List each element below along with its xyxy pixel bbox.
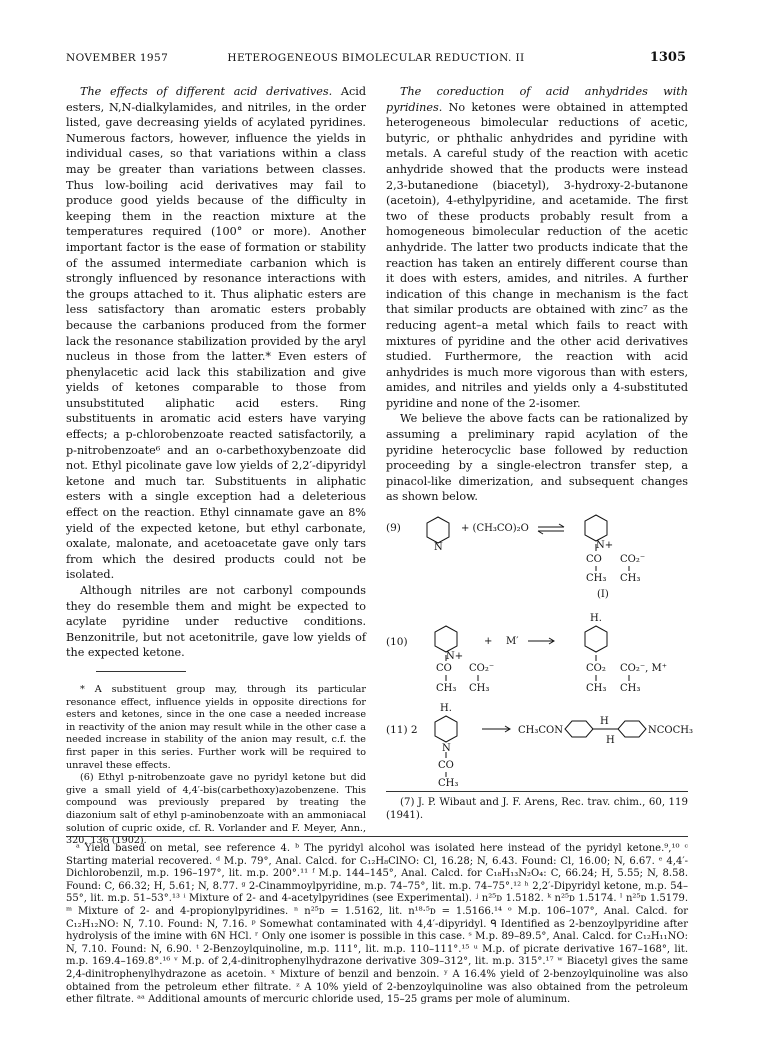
eq10-h-radical: H.	[590, 613, 602, 625]
eq10-product-co: CO₂	[586, 663, 606, 675]
right-para1-text: No ketones were obtained in attempted heterogeneous bimolecular reductions of acetic, butyric, or phthalic anhydrides and pyridine with metals. A careful study of the reaction with acetic anhydride showed that the products were instead 2,3-butanedione (biacetyl), 3-hydroxy-2-butanone (acetoin), 4-ethylpyridine, and acetamide. The first two of these products probably result from a homogeneous bimolecular reduction of the acetic anhydride. The latter two products indicate that the reaction has taken an entirely different course than it does with esters, amides, and nitriles. A further indication of this change in mechanism is the fact that similar products are obtained with zinc⁷ as the reducing agent–a metal which fails to react with mixtures of pyridine and the other acid derivatives studied. Furthermore, the reaction with acid anhydrides is much more vigorous than with esters, amides, and nitriles and yields only a 4-substituted pyridine and none of the 2-isomer.	[386, 100, 688, 410]
table-footnotes-text: ᵃ Yield based on metal, see reference 4. ᵇ The pyridyl alcohol was isolated here instead of the pyridyl ketone.⁹,¹⁰ ᶜ Starting material recovered. ᵈ M.p. 79°, Anal. Calcd. for C₁₂H₈ClNO: Cl, 16.28; N, 6.43. Found: Cl, 16.00; N, 6.67. ᵉ 4,4′-Dichlorobenzil, m.p. 196–197°, lit. m.p. 200°.¹¹ ᶠ M.p. 144–145°, Anal. Calcd. for C₁₈H₁₃N₂O₄: C, 66.24; H, 5.55; N, 8.58. Found: C, 66.32; H, 5.61; N, 8.77. ᵍ 2-Cinammoylpyridine, m.p. 74–75°, lit. m.p. 74–75°.¹² ʰ 2,2′-Dipyridyl ketone, m.p. 54–55°, lit. m.p. 51–53°.¹³ ⁱ Mixture of 2- and 4-acetylpyridines (see Experimental). ʲ n²⁵ᴅ 1.5182. ᵏ n²⁵ᴅ 1.5174. ˡ n²⁵ᴅ 1.5179. ᵐ Mixture of 2- and 4-propionylpyridines. ⁿ n²⁵ᴅ = 1.5162, lit. n¹⁸·⁵ᴅ = 1.5166.¹⁴ ᵒ M.p. 106–107°, Anal. Calcd. for C₁₂H₁₂NO: N, 7.10. Found: N, 7.16. ᵖ Somewhat contaminated with 4,4′-dipyridyl. ᑫ Identified as 2-benzoylpyridine after hydrolysis of the imine with 6N HCl. ʳ Only one isomer is possible in this case. ˢ M.p. 89–89.5°, Anal. Calcd. for C₁₂H₁₁NO: N, 7.10. Found: N, 6.90. ᵗ 2-Benzoylquinoline, m.p. 111°, lit. m.p. 110–111°.¹⁵ ᵘ M.p. of picrate derivative 167–168°, lit. m.p. 169.4–169.8°.¹⁶ ᵛ M.p. of 2,4-dinitrophenylhydrazone derivative 309–312°, lit. m.p. 315°.¹⁷ ʷ Biacetyl gives the same 2,4-dinitrophenylhydrazone as acetoin. ˣ Mixture of benzil and benzoin. ʸ A 16.4% yield of 2-benzoylquinoline was also obtained from the petroleum ether filtrate. ᶻ A 10% yield of 2-benzoylquinoline was also obtained from the petroleum ether filtrate. ᵃᵃ Additional amounts of mercuric chloride used, 15–25 grams per mole of aluminum.	[66, 843, 688, 1006]
eq10-product-ch3-a: CH₃	[586, 683, 607, 695]
eq11-co: CO	[438, 760, 454, 772]
right-paragraph-2: We believe the above facts can be rationalized by assuming a preliminary rapid acylation of the pyridine heterocyclic base followed by reduction proceeding by a single-electron transfer step, a pinacol-like dimerization, and subsequent changes as shown below.	[386, 412, 688, 504]
right-paragraph-1	[386, 84, 688, 411]
eq9-n-label: N	[434, 542, 443, 554]
eq11-n: N	[442, 743, 451, 755]
right-column	[386, 84, 693, 822]
left-para1-text: Acid esters, N,N-dialkylamides, and nitriles, in the order listed, gave decreasing yields of acylated pyridines. Numerous factors, however, influence the yields in individual cases, so that variations within a class may be greater than variations between classes. Thus low-boiling acid derivatives may fail to produce good yields because of the difficulty in keeping them in the reaction mixture at the temperatures required (100° or more). Another important factor is the ease of formation or stability of the assumed intermediate carbanion which is strongly influenced by resonance interactions with the groups attached to it. Thus aliphatic esters are less satisfactory than aromatic esters probably because the carbanions produced from the former lack the resonance stabilization provided by the aryl nucleus in those from the latter.* Even esters of phenylacetic acid lack this stabilization and give yields of ketones comparable to those from unsubstituted aliphatic acid esters. Ring substituents in aromatic acid esters have varying effects; a p-chlorobenzoate reacted satisfactorily, a p-nitrobenzoate⁶ and an o-carbethoxybenzoate did not. Ethyl picolinate gave low yields of 2,2′-dipyridyl ketone and much tar. Substituents in aliphatic esters with a single exception had a deleterious effect on the reaction. Ethyl cinnamate gave an 8% yield of the expected ketone, but ethyl carbonate, oxalate, malonate, and acetoacetate gave only tars from which the desired products could not be isolated.	[66, 85, 366, 582]
footnote-6: (6) Ethyl p-nitrobenzoate gave no pyridyl ketone but did give a small yield of 4,4′-bis(carbethoxy)azobenzene. This compound was previously prepared by treating the diazonium salt of ethyl p-aminobenzoate with an ammoniacal solution of cupric oxide, cf. R. Vorlander and F. Meyer, Ann., 320, 136 (1902).	[66, 772, 366, 847]
running-header	[66, 52, 686, 68]
footnote-star: * A substituent group may, through its particular resonance effect, influence yields in opposite directions for esters and ketones, since in the one case a needed increase in reactivity of the anion may result while in the other case a needed increase in stability of the anion may result, c.f. the first paper in this series. Further work will be required to unravel these effects.	[66, 683, 366, 771]
equation-10-number: (10)	[386, 636, 408, 649]
eq9-co2: CO₂⁻	[620, 554, 646, 566]
eq9-nplus: N+	[596, 540, 614, 552]
eq11-product-left: CH₃CON	[518, 725, 563, 737]
section-heading-anhydrides: The coreduction of acid anhydrides with pyridines.	[386, 85, 688, 114]
eq10-metal: M′	[506, 636, 519, 648]
eq11-h-bottom: H	[606, 735, 615, 747]
eq10-product-ch3-b: CH₃	[620, 683, 641, 695]
eq10-ch3-b: CH₃	[469, 683, 490, 695]
left-paragraph-2: Although nitriles are not carbonyl compounds they do resemble them and might be expected to acylate pyridine under reductive conditions. Benzonitrile, but not acetonitrile, gave low yields of the expected ketone.	[66, 584, 366, 660]
eq10-plus: +	[484, 636, 493, 648]
product-ring-right	[618, 721, 646, 737]
left-paragraph-1	[66, 84, 366, 583]
eq11-ch3: CH₃	[438, 778, 459, 790]
eq10-ch3-a: CH₃	[436, 683, 457, 695]
reaction-scheme	[386, 511, 693, 791]
eq9-ch3-b: CH₃	[620, 573, 641, 585]
table-footnotes	[66, 836, 688, 1007]
equation-9-number: (9)	[386, 522, 401, 535]
eq11-h-top: H	[600, 716, 609, 728]
reference-7: (7) J. P. Wibaut and J. F. Arens, Rec. trav. chim., 60, 119 (1941).	[386, 791, 688, 822]
eq10-co: CO	[436, 663, 452, 675]
eq9-co: CO	[586, 554, 602, 566]
compound-label-I: (I)	[597, 589, 609, 601]
equation-11-number: (11) 2	[386, 724, 418, 737]
eq9-reagent: + (CH₃CO)₂O	[461, 523, 529, 535]
product-ring-left	[565, 721, 593, 737]
radical-ring-11	[435, 716, 457, 742]
page-number: 1305	[649, 50, 686, 65]
eq11-h-radical: H.	[440, 703, 452, 715]
eq11-product-right: NCOCH₃	[648, 725, 693, 737]
eq10-product-co2: CO₂⁻, M⁺	[620, 663, 668, 675]
section-heading-acid-derivatives: The effects of different acid derivatives.	[80, 85, 333, 98]
eq9-ch3-a: CH₃	[586, 573, 607, 585]
header-title: HETEROGENEOUS BIMOLECULAR REDUCTION. II	[227, 52, 525, 64]
eq10-nplus: N+	[446, 651, 464, 663]
eq10-co2: CO₂⁻	[469, 663, 495, 675]
header-date: NOVEMBER 1957	[66, 52, 169, 64]
dihydropyridine-ring-10	[585, 626, 607, 652]
footnote-rule	[96, 671, 186, 672]
left-column	[66, 84, 366, 848]
